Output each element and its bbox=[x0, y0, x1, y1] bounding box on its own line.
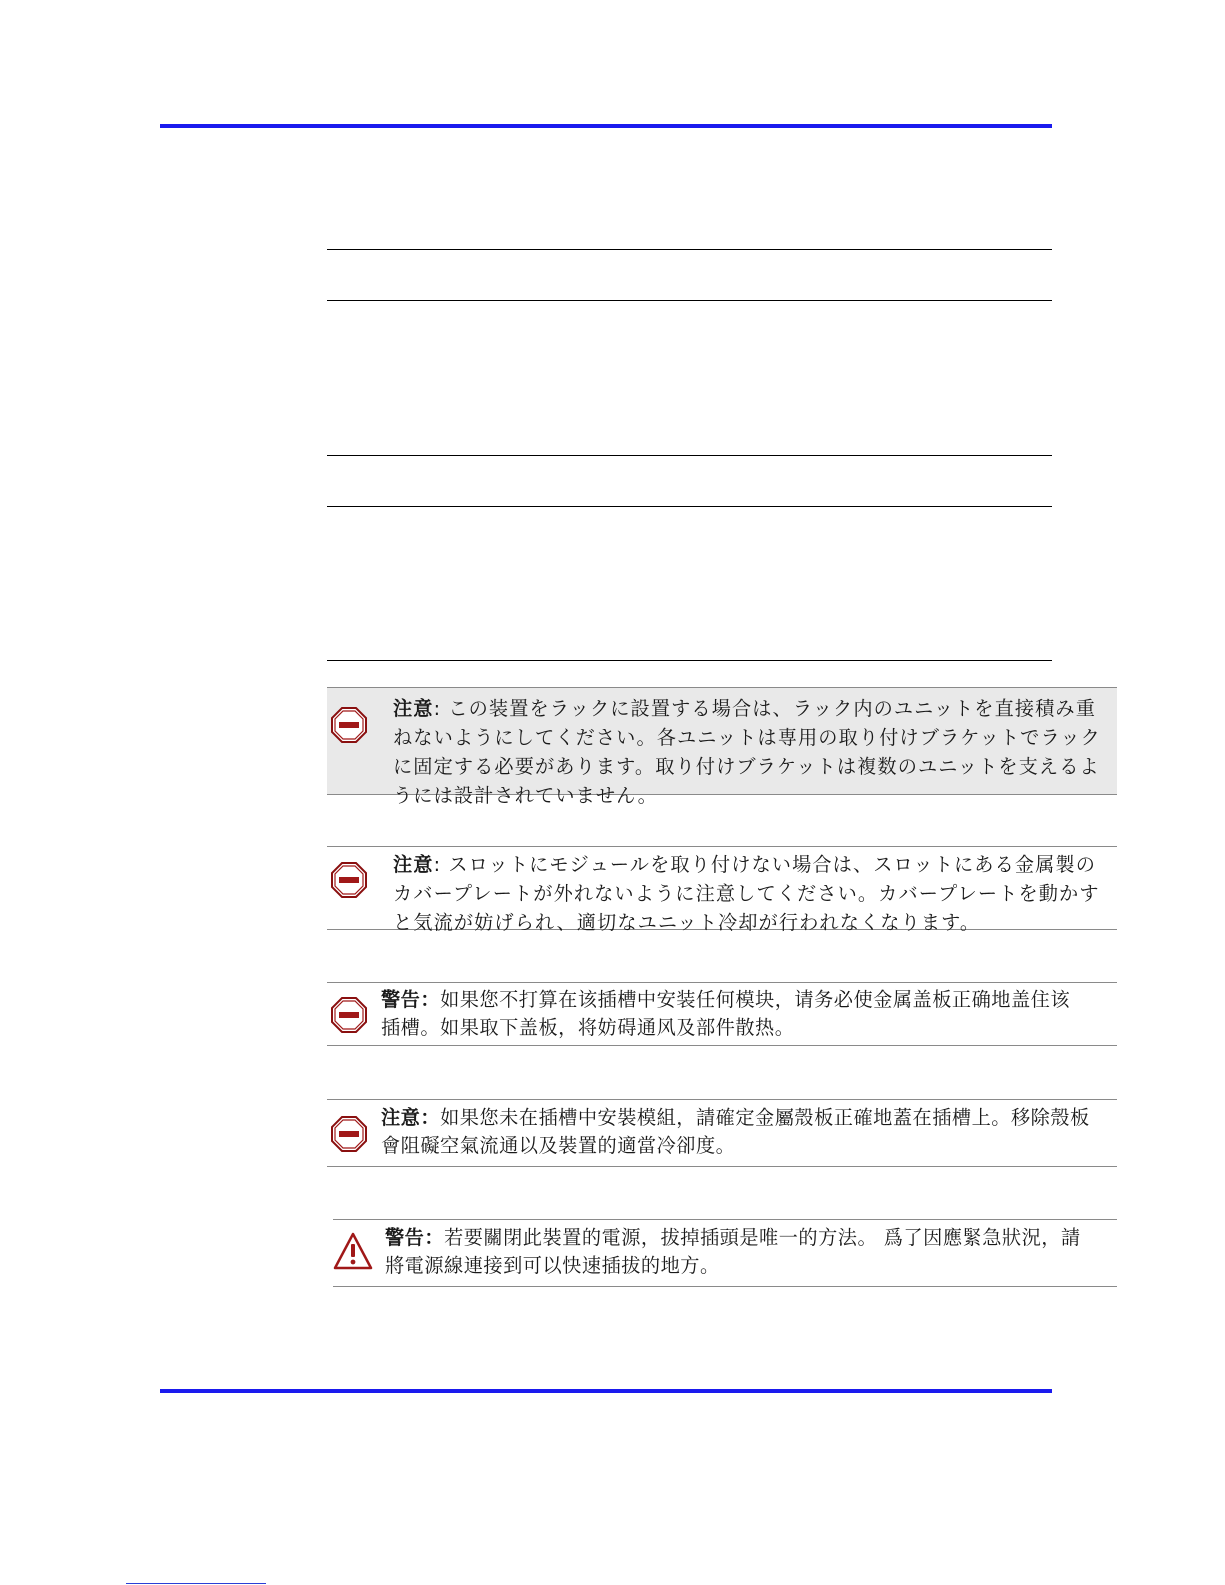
notice-label: 注意： bbox=[381, 1106, 441, 1129]
footer-link-underline[interactable] bbox=[126, 1583, 266, 1584]
notice-label: 警告： bbox=[385, 1226, 445, 1249]
notice-text bbox=[385, 1224, 1095, 1280]
notice-label: 警告： bbox=[381, 988, 441, 1011]
notice-body: : スロットにモジュールを取り付けない場合は、スロットにある金属製のカバープレートが外れないように注意してください。カバープレートを動かすと気流が妨げられ、適切なユニット冷却が行われなくなります。 bbox=[393, 853, 1100, 934]
stop-icon bbox=[331, 1116, 367, 1156]
notice-text bbox=[381, 986, 1081, 1042]
caution-notice-ja-slot bbox=[327, 846, 1117, 934]
footer-rule bbox=[160, 1389, 1052, 1393]
notice-body: 如果您未在插槽中安裝模組，請確定金屬殼板正確地蓋在插槽上。移除殼板會阻礙空氣流通以及裝置的適當冷卻度。 bbox=[381, 1106, 1090, 1157]
warning-notice-power bbox=[333, 1219, 1117, 1287]
stop-icon bbox=[331, 997, 367, 1037]
warning-notice-zh-cn bbox=[327, 982, 1117, 1046]
notice-text bbox=[381, 1104, 1091, 1160]
warning-triangle-icon bbox=[333, 1232, 373, 1274]
notice-body: 如果您不打算在该插槽中安装任何模块，请务必使金属盖板正确地盖住该插槽。如果取下盖板，将妨碍通风及部件散热。 bbox=[381, 988, 1071, 1039]
notice-label: 注意 bbox=[393, 697, 434, 720]
header-rule bbox=[160, 124, 1052, 128]
notice-text bbox=[393, 694, 1115, 810]
stop-icon bbox=[331, 862, 367, 902]
caution-notice-zh-tw bbox=[327, 1099, 1117, 1167]
section-rule bbox=[327, 506, 1052, 507]
notice-body: 若要關閉此裝置的電源，拔掉插頭是唯一的方法。 爲了因應緊急狀況，請將電源線連接到可以快速插拔的地方。 bbox=[385, 1226, 1081, 1277]
notice-label: 注意 bbox=[393, 853, 434, 876]
stop-icon bbox=[331, 707, 367, 747]
notice-body: : この装置をラックに設置する場合は、ラック内のユニットを直接積み重ねないようにしてください。各ユニットは専用の取り付けブラケットでラックに固定する必要があります。取り付けブラケットは複数のユニットを支えるようには設計されていません。 bbox=[393, 697, 1101, 807]
section-rule bbox=[327, 300, 1052, 301]
section-rule bbox=[327, 249, 1052, 250]
notice-text bbox=[393, 850, 1115, 937]
section-rule bbox=[327, 660, 1052, 661]
section-rule bbox=[327, 455, 1052, 456]
caution-notice-ja-rack bbox=[327, 687, 1117, 807]
